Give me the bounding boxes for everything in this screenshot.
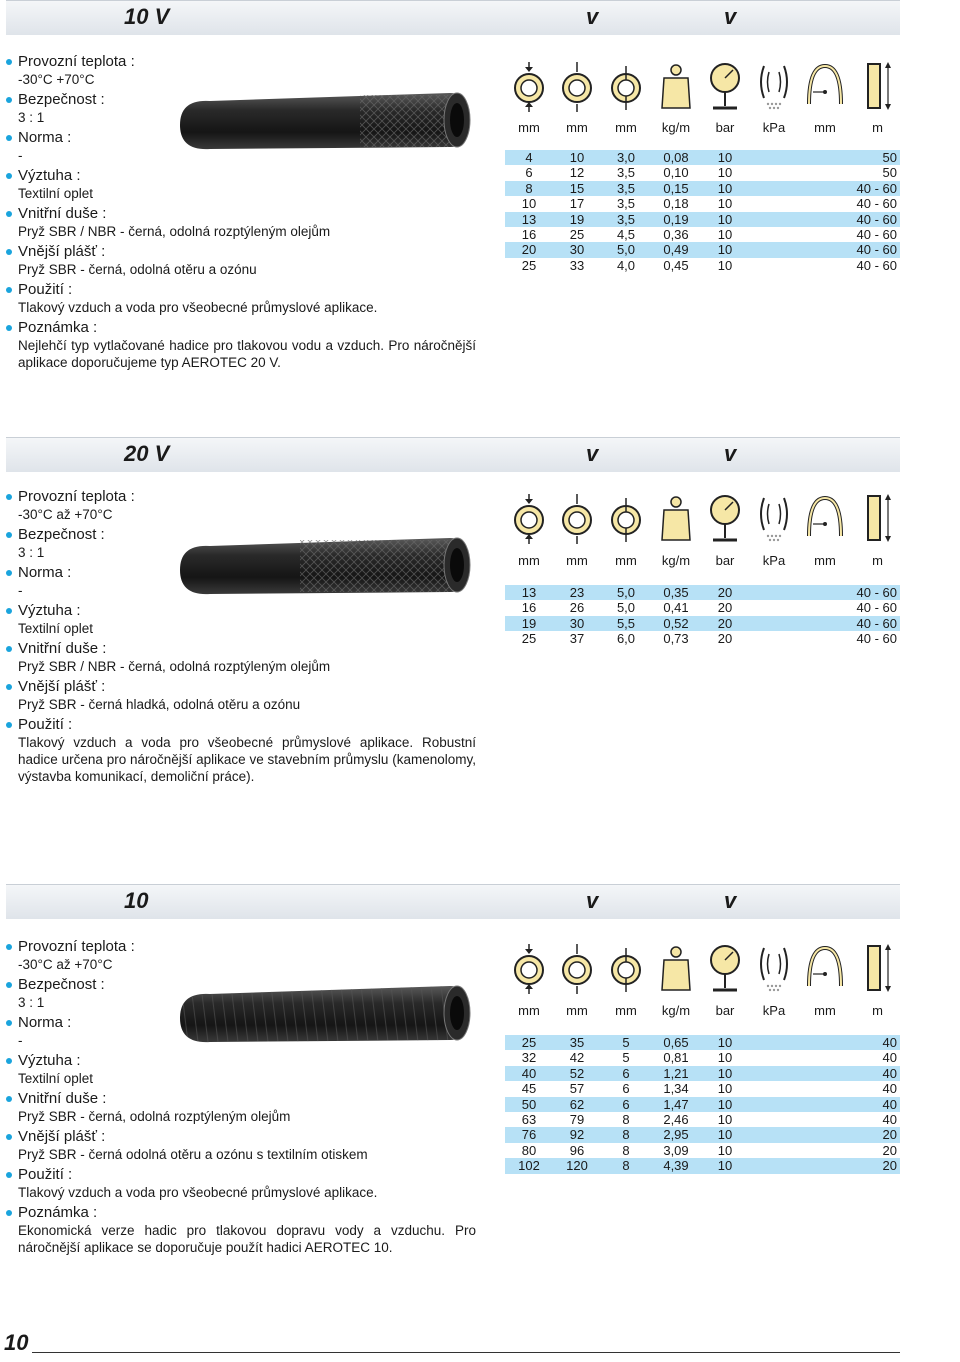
bend-radius-icon — [805, 940, 845, 996]
spec-icon-row — [505, 490, 900, 546]
length-icon — [854, 940, 894, 996]
table-cell: 20 — [717, 631, 733, 647]
table-cell: 20 — [882, 1158, 897, 1174]
table-cell: 80 — [521, 1142, 537, 1158]
property-label: Vnitřní duše : — [6, 1090, 476, 1108]
table-cell: 76 — [521, 1127, 537, 1143]
table-row — [505, 1097, 900, 1112]
table-cell: 0,65 — [663, 1035, 689, 1050]
table-cell: 50 — [882, 150, 897, 165]
table-cell: 92 — [569, 1127, 585, 1143]
property-value: -30°C až +70°C — [18, 507, 113, 522]
vacuum-icon — [754, 940, 794, 996]
table-cell: 40 — [882, 1111, 897, 1127]
property-value: Ekonomická verze hadic pro tlakovou dopravu vody a vzduchu. Pro náročnější aplikace se doporučuje použít hadici AEROTEC 10. — [18, 1223, 476, 1255]
property-label: Norma : — [6, 564, 476, 582]
property-value: 3 : 1 — [18, 545, 45, 560]
unit-label: m — [872, 120, 883, 135]
table-cell: 20 — [882, 1127, 897, 1143]
unit-label: mm — [518, 553, 540, 568]
table-cell: 102 — [518, 1158, 540, 1174]
unit-label: mm — [615, 120, 637, 135]
table-cell: 17 — [569, 196, 585, 212]
table-cell: 3,0 — [616, 150, 636, 165]
property-label: Vnitřní duše : — [6, 640, 476, 658]
table-cell: 4 — [525, 150, 533, 165]
table-cell: 1,47 — [663, 1096, 689, 1112]
property-label: Výztuha : — [6, 167, 476, 185]
table-cell: 57 — [569, 1081, 585, 1097]
table-cell: 96 — [569, 1142, 585, 1158]
table-row — [505, 196, 900, 211]
weight-icon — [656, 940, 696, 996]
table-row — [505, 1143, 900, 1158]
property-value: Nejlehčí typ vytlačované hadice pro tlakovou vodu a vzduch. Pro náročnější aplikace doporučujeme typ AEROTEC 20 V. — [18, 338, 476, 370]
property-label: Provozní teplota : — [6, 53, 476, 71]
table-row — [505, 1127, 900, 1142]
property-value: - — [18, 1033, 23, 1048]
table-cell: 40 - 60 — [856, 180, 897, 196]
unit-label: mm — [615, 553, 637, 568]
table-cell: 63 — [521, 1111, 537, 1127]
table-cell: 5,0 — [616, 585, 636, 600]
table-cell: 10 — [717, 196, 733, 212]
table-cell: 8 — [622, 1158, 630, 1174]
table-row — [505, 1066, 900, 1081]
table-row — [505, 631, 900, 646]
property-value: - — [18, 148, 23, 163]
table-cell: 10 — [717, 1050, 733, 1066]
table-cell: 2,95 — [663, 1127, 689, 1143]
property-label: Bezpečnost : — [6, 91, 476, 109]
table-cell: 3,5 — [616, 211, 636, 227]
table-cell: 10 — [717, 180, 733, 196]
table-cell: 0,52 — [663, 615, 689, 631]
footer-rule — [32, 1352, 900, 1353]
table-cell: 50 — [882, 165, 897, 181]
wall-thickness-icon — [606, 490, 646, 546]
table-cell: 10 — [717, 165, 733, 181]
weight-icon — [656, 58, 696, 114]
v-mark: v — [586, 4, 599, 29]
v-mark: v — [724, 4, 737, 29]
property-value: Pryž SBR - černá, odolná rozptýleným olejům — [18, 1109, 291, 1124]
table-cell: 26 — [569, 600, 585, 616]
outer-diameter-icon — [557, 940, 597, 996]
unit-label: mm — [566, 1003, 588, 1018]
table-row — [505, 600, 900, 615]
table-cell: 40 - 60 — [856, 585, 897, 600]
property-label: Norma : — [6, 129, 476, 147]
unit-label: bar — [715, 553, 735, 568]
outer-diameter-icon — [557, 490, 597, 546]
spec-table — [505, 585, 900, 647]
table-cell: 40 — [521, 1065, 537, 1081]
table-cell: 5,0 — [616, 600, 636, 616]
property-value: 3 : 1 — [18, 110, 45, 125]
table-row — [505, 242, 900, 257]
vacuum-icon — [754, 490, 794, 546]
bend-radius-icon — [805, 490, 845, 546]
unit-label: kPa — [762, 553, 786, 568]
wall-thickness-icon — [606, 940, 646, 996]
table-cell: 10 — [717, 1035, 733, 1050]
bend-radius-icon — [805, 58, 845, 114]
table-row — [505, 1112, 900, 1127]
table-cell: 25 — [521, 1035, 537, 1050]
table-cell: 40 - 60 — [856, 257, 897, 273]
table-cell: 13 — [521, 585, 537, 600]
unit-label: mm — [615, 1003, 637, 1018]
table-cell: 40 - 60 — [856, 631, 897, 647]
page-number: 10 — [4, 1330, 29, 1355]
property-value: Textilní oplet — [18, 1071, 94, 1086]
unit-label: m — [872, 553, 883, 568]
property-value: -30°C až +70°C — [18, 957, 113, 972]
table-cell: 23 — [569, 585, 585, 600]
property-value: 3 : 1 — [18, 995, 45, 1010]
table-row — [505, 1081, 900, 1096]
property-value: Pryž SBR / NBR - černá, odolná rozptýleným olejům — [18, 659, 331, 674]
table-cell: 3,5 — [616, 196, 636, 212]
property-label: Vnitřní duše : — [6, 205, 476, 223]
table-cell: 10 — [717, 242, 733, 258]
table-cell: 33 — [569, 257, 585, 273]
table-cell: 40 — [882, 1081, 897, 1097]
property-label: Poznámka : — [6, 319, 476, 337]
table-cell: 20 — [717, 615, 733, 631]
table-cell: 5,5 — [616, 615, 636, 631]
table-cell: 20 — [717, 585, 733, 600]
table-cell: 20 — [882, 1142, 897, 1158]
table-cell: 120 — [566, 1158, 588, 1174]
table-cell: 1,21 — [663, 1065, 689, 1081]
table-cell: 15 — [569, 180, 585, 196]
table-row — [505, 585, 900, 600]
table-cell: 16 — [521, 600, 537, 616]
table-cell: 8 — [622, 1111, 630, 1127]
table-cell: 6 — [622, 1065, 630, 1081]
table-cell: 40 - 60 — [856, 226, 897, 242]
property-value: Pryž SBR - černá hladká, odolná otěru a ozónu — [18, 697, 301, 712]
unit-label: bar — [715, 1003, 735, 1018]
table-row — [505, 1158, 900, 1173]
property-label: Bezpečnost : — [6, 526, 476, 544]
property-label: Vnější plášť : — [6, 1128, 476, 1146]
table-cell: 40 — [882, 1065, 897, 1081]
table-cell: 35 — [569, 1035, 585, 1050]
table-cell: 10 — [717, 257, 733, 273]
product-name: 10 V — [124, 4, 170, 29]
table-cell: 40 — [882, 1035, 897, 1050]
property-label: Vnější plášť : — [6, 243, 476, 261]
table-cell: 42 — [569, 1050, 585, 1066]
table-cell: 10 — [717, 1111, 733, 1127]
table-cell: 6 — [525, 165, 533, 181]
table-cell: 0,35 — [663, 585, 689, 600]
table-cell: 8 — [525, 180, 533, 196]
table-row — [505, 1035, 900, 1050]
v-mark: v — [724, 888, 737, 913]
table-cell: 6 — [622, 1081, 630, 1097]
table-row — [505, 150, 900, 165]
v-mark: v — [586, 888, 599, 913]
table-cell: 0,15 — [663, 180, 689, 196]
table-cell: 6 — [622, 1096, 630, 1112]
product-name: 10 — [124, 888, 149, 913]
pressure-gauge-icon — [705, 58, 745, 114]
table-row — [505, 616, 900, 631]
property-label: Použití : — [6, 1166, 476, 1184]
table-row — [505, 181, 900, 196]
table-cell: 4,0 — [616, 257, 636, 273]
property-label: Provozní teplota : — [6, 488, 476, 506]
table-cell: 40 - 60 — [856, 615, 897, 631]
table-cell: 10 — [717, 211, 733, 227]
table-cell: 5 — [622, 1035, 630, 1050]
table-cell: 10 — [521, 196, 537, 212]
outer-diameter-icon — [557, 58, 597, 114]
table-cell: 25 — [521, 631, 537, 647]
table-cell: 19 — [569, 211, 585, 227]
unit-label: mm — [814, 553, 836, 568]
table-cell: 6,0 — [616, 631, 636, 647]
table-cell: 50 — [521, 1096, 537, 1112]
property-label: Použití : — [6, 281, 476, 299]
section-title-bar — [6, 884, 900, 919]
table-cell: 1,34 — [663, 1081, 689, 1097]
section-title-bar — [6, 0, 900, 35]
table-cell: 0,41 — [663, 600, 689, 616]
table-cell: 0,19 — [663, 211, 689, 227]
v-mark: v — [724, 441, 737, 466]
table-cell: 25 — [521, 257, 537, 273]
unit-label: mm — [814, 1003, 836, 1018]
hose-image — [170, 85, 475, 165]
wall-thickness-icon — [606, 58, 646, 114]
table-cell: 0,36 — [663, 226, 689, 242]
table-cell: 40 - 60 — [856, 242, 897, 258]
property-label: Použití : — [6, 716, 476, 734]
table-cell: 0,49 — [663, 242, 689, 258]
property-label: Provozní teplota : — [6, 938, 476, 956]
unit-label: bar — [715, 120, 735, 135]
length-icon — [854, 490, 894, 546]
pressure-gauge-icon — [705, 940, 745, 996]
table-cell: 0,81 — [663, 1050, 689, 1066]
property-value: Tlakový vzduch a voda pro všeobecné průmyslové aplikace. Robustní hadice určena pro náročnější aplikace ve stavebním průmyslu (kamenolomy, výstavba komunikací, demoliční práce). — [18, 735, 476, 784]
unit-label: mm — [518, 120, 540, 135]
table-row — [505, 1050, 900, 1065]
table-cell: 20 — [717, 600, 733, 616]
vacuum-icon — [754, 58, 794, 114]
table-row — [505, 165, 900, 180]
hose-image — [170, 530, 475, 610]
v-mark: v — [586, 441, 599, 466]
spec-icon-row — [505, 58, 900, 114]
table-cell: 40 - 60 — [856, 600, 897, 616]
table-cell: 10 — [569, 150, 585, 165]
unit-label: mm — [566, 120, 588, 135]
property-value: -30°C +70°C — [18, 72, 95, 87]
table-cell: 8 — [622, 1142, 630, 1158]
table-cell: 0,18 — [663, 196, 689, 212]
table-cell: 40 - 60 — [856, 211, 897, 227]
hose-image — [170, 978, 475, 1058]
table-cell: 10 — [717, 226, 733, 242]
property-label: Výztuha : — [6, 602, 476, 620]
section-title-bar — [6, 437, 900, 472]
unit-label: kg/m — [661, 120, 691, 135]
spec-table — [505, 150, 900, 273]
table-cell: 3,5 — [616, 180, 636, 196]
property-value: Textilní oplet — [18, 186, 94, 201]
table-cell: 30 — [569, 242, 585, 258]
property-value: - — [18, 583, 23, 598]
property-value: Tlakový vzduch a voda pro všeobecné průmyslové aplikace. — [18, 1185, 378, 1200]
table-cell: 30 — [569, 615, 585, 631]
spec-table — [505, 1035, 900, 1174]
table-row — [505, 212, 900, 227]
table-row — [505, 258, 900, 273]
property-value: Tlakový vzduch a voda pro všeobecné průmyslové aplikace. — [18, 300, 378, 315]
property-value: Pryž SBR / NBR - černá, odolná rozptýleným olejům — [18, 224, 331, 239]
table-cell: 8 — [622, 1127, 630, 1143]
table-cell: 16 — [521, 226, 537, 242]
spec-icon-row — [505, 940, 900, 996]
property-value: Pryž SBR - černá odolná otěru a ozónu s textilním otiskem — [18, 1147, 368, 1162]
weight-icon — [656, 490, 696, 546]
table-cell: 40 — [882, 1096, 897, 1112]
unit-label: mm — [518, 1003, 540, 1018]
table-cell: 0,08 — [663, 150, 689, 165]
unit-label: kg/m — [661, 1003, 691, 1018]
table-cell: 10 — [717, 150, 733, 165]
table-cell: 0,10 — [663, 165, 689, 181]
table-cell: 40 — [882, 1050, 897, 1066]
unit-label: mm — [814, 120, 836, 135]
table-cell: 0,45 — [663, 257, 689, 273]
property-label: Poznámka : — [6, 1204, 476, 1222]
table-cell: 2,46 — [663, 1111, 689, 1127]
unit-label: mm — [566, 553, 588, 568]
table-cell: 79 — [569, 1111, 585, 1127]
inner-diameter-icon — [509, 58, 549, 114]
table-cell: 20 — [521, 242, 537, 258]
table-cell: 10 — [717, 1142, 733, 1158]
table-cell: 37 — [569, 631, 585, 647]
table-cell: 40 - 60 — [856, 196, 897, 212]
table-cell: 12 — [569, 165, 585, 181]
unit-label: m — [872, 1003, 883, 1018]
table-cell: 4,39 — [663, 1158, 689, 1174]
table-cell: 3,5 — [616, 165, 636, 181]
property-label: Vnější plášť : — [6, 678, 476, 696]
unit-label: kPa — [762, 120, 786, 135]
table-cell: 32 — [521, 1050, 537, 1066]
table-cell: 10 — [717, 1096, 733, 1112]
table-cell: 62 — [569, 1096, 585, 1112]
property-value: Textilní oplet — [18, 621, 94, 636]
table-cell: 5,0 — [616, 242, 636, 258]
table-cell: 13 — [521, 211, 537, 227]
table-cell: 52 — [569, 1065, 585, 1081]
table-cell: 10 — [717, 1127, 733, 1143]
table-cell: 10 — [717, 1081, 733, 1097]
table-row — [505, 227, 900, 242]
table-cell: 5 — [622, 1050, 630, 1066]
table-cell: 45 — [521, 1081, 537, 1097]
table-cell: 10 — [717, 1158, 733, 1174]
unit-label: kg/m — [661, 553, 691, 568]
property-label: Výztuha : — [6, 1052, 476, 1070]
property-label: Bezpečnost : — [6, 976, 476, 994]
table-cell: 10 — [717, 1065, 733, 1081]
unit-label: kPa — [762, 1003, 786, 1018]
product-name: 20 V — [124, 441, 170, 466]
table-cell: 0,73 — [663, 631, 689, 647]
inner-diameter-icon — [509, 490, 549, 546]
table-cell: 3,09 — [663, 1142, 689, 1158]
length-icon — [854, 58, 894, 114]
inner-diameter-icon — [509, 940, 549, 996]
table-cell: 19 — [521, 615, 537, 631]
property-label: Norma : — [6, 1014, 476, 1032]
table-cell: 25 — [569, 226, 585, 242]
property-value: Pryž SBR - černá, odolná otěru a ozónu — [18, 262, 257, 277]
table-cell: 4,5 — [616, 226, 636, 242]
pressure-gauge-icon — [705, 490, 745, 546]
